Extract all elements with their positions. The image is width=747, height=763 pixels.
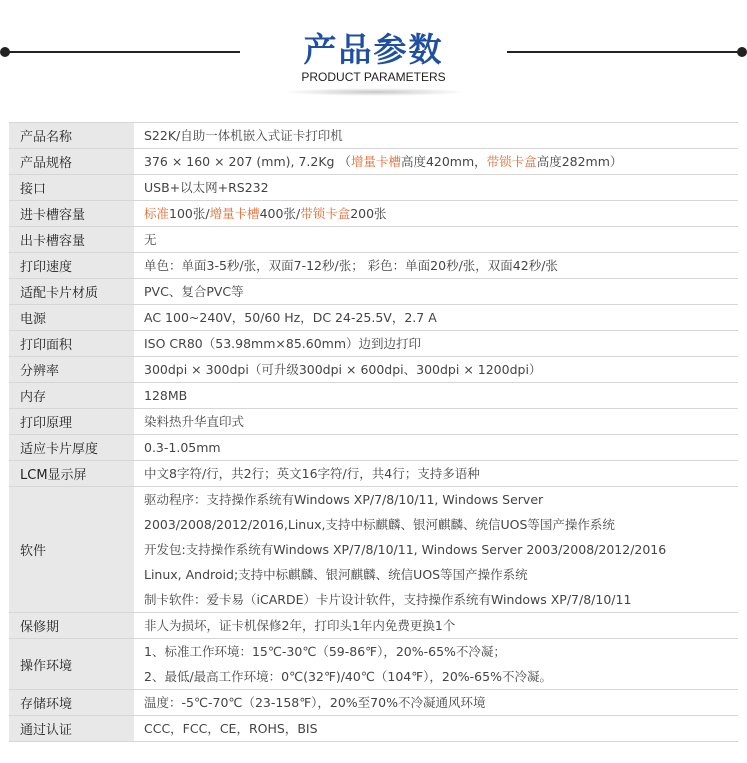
spec-value	[134, 383, 738, 408]
spec-label: 操作环境	[9, 639, 134, 689]
spec-row	[9, 279, 738, 305]
value-text: 单色：单面3-5秒/张，双面7-12秒/张； 彩色：单面20秒/张，双面42秒/张	[144, 258, 558, 273]
value-text: 2、最低/最高工作环境：0℃(32℉)/40℃（104℉），20%-65%不冷凝。	[144, 669, 552, 684]
value-text: 0.3-1.05mm	[144, 440, 221, 455]
title-shadow	[282, 88, 468, 96]
spec-label: 通过认证	[9, 716, 134, 741]
spec-value	[134, 149, 738, 174]
spec-row	[9, 201, 738, 227]
spec-label: 电源	[9, 305, 134, 330]
spec-row	[9, 175, 738, 201]
value-text: ISO CR80（53.98mm×85.60mm）边到边打印	[144, 336, 422, 351]
value-text: 高度282mm）	[536, 154, 623, 169]
spec-value	[134, 409, 738, 434]
page-title: 产品参数	[303, 30, 444, 69]
spec-label: 适应卡片厚度	[9, 435, 134, 460]
value-text: 无	[144, 232, 157, 247]
spec-value-line	[144, 331, 738, 356]
spec-value-line	[144, 175, 738, 200]
spec-value-line	[144, 587, 738, 612]
spec-value	[134, 357, 738, 382]
spec-value-line	[144, 305, 738, 330]
spec-value-line	[144, 562, 738, 587]
spec-value-line	[144, 664, 738, 689]
spec-row	[9, 149, 738, 175]
spec-row	[9, 716, 738, 742]
spec-value-line	[144, 435, 738, 460]
highlight-text: 增量卡槽	[350, 154, 401, 169]
spec-value	[134, 690, 738, 715]
spec-row	[9, 461, 738, 487]
spec-label: 打印速度	[9, 253, 134, 278]
value-text: 驱动程序：支持操作系统有Windows XP/7/8/10/11, Windows Server	[144, 492, 544, 507]
spec-value-line	[144, 613, 738, 638]
spec-value-line	[144, 512, 738, 537]
section-header	[0, 0, 747, 100]
spec-label: 进卡槽容量	[9, 201, 134, 226]
value-text: AC 100~240V，50/60 Hz，DC 24-25.5V，2.7 A	[144, 310, 437, 325]
spec-value	[134, 487, 738, 612]
value-text: 300dpi × 300dpi（可升级300dpi × 600dpi、300dpi × 1200dpi）	[144, 362, 542, 377]
spec-label: 存储环境	[9, 690, 134, 715]
spec-value	[134, 253, 738, 278]
spec-label: LCM显示屏	[9, 461, 134, 486]
highlight-text: 带锁卡盒	[486, 154, 537, 169]
spec-value-line	[144, 690, 738, 715]
spec-value-line	[144, 227, 738, 252]
spec-row	[9, 639, 738, 690]
value-text: 开发包:支持操作系统有Windows XP/7/8/10/11, Windows Server 2003/2008/2012/2016	[144, 542, 667, 557]
spec-value	[134, 305, 738, 330]
page-subtitle: PRODUCT PARAMETERS	[301, 70, 446, 84]
value-text: 400张/	[259, 206, 301, 221]
value-text: Linux, Android;支持中标麒麟、银河麒麟、统信UOS等国产操作系统	[144, 567, 528, 582]
spec-value	[134, 279, 738, 304]
spec-value-line	[144, 123, 738, 148]
value-text: 中文8字符/行，共2行；英文16字符/行，共4行；支持多语种	[144, 466, 480, 481]
spec-value-line	[144, 201, 738, 226]
spec-label: 保修期	[9, 613, 134, 638]
value-text: 染料热升华直印式	[144, 414, 245, 429]
spec-value	[134, 461, 738, 486]
value-text: 高度420mm，	[400, 154, 487, 169]
value-text: PVC、复合PVC等	[144, 284, 244, 299]
value-text: 200张	[350, 206, 387, 221]
spec-row	[9, 435, 738, 461]
spec-label: 出卡槽容量	[9, 227, 134, 252]
spec-row	[9, 305, 738, 331]
value-text: 温度：-5℃-70℃（23-158℉），20%至70%不冷凝通风环境	[144, 695, 486, 710]
spec-value-line	[144, 149, 738, 174]
spec-label: 产品规格	[9, 149, 134, 174]
value-text: 1、标准工作环境：15℃-30℃（59-86℉），20%-65%不冷凝；	[144, 644, 506, 659]
highlight-text: 带锁卡盒	[300, 206, 351, 221]
value-text: CCC，FCC，CE，ROHS，BIS	[144, 721, 318, 736]
spec-value-line	[144, 253, 738, 278]
spec-value-line	[144, 279, 738, 304]
value-text: 2003/2008/2012/2016,Linux,支持中标麒麟、银河麒麟、统信UOS等国产操作系统	[144, 517, 615, 532]
spec-label: 内存	[9, 383, 134, 408]
spec-value	[134, 639, 738, 689]
spec-row	[9, 331, 738, 357]
spec-row	[9, 487, 738, 613]
spec-value	[134, 435, 738, 460]
spec-value	[134, 331, 738, 356]
spec-value-line	[144, 383, 738, 408]
spec-row	[9, 690, 738, 716]
spec-table	[9, 122, 738, 742]
spec-label: 产品名称	[9, 123, 134, 148]
spec-value-line	[144, 716, 738, 741]
spec-value-line	[144, 357, 738, 382]
value-text: 制卡软件：爱卡易（iCARDE）卡片设计软件，支持操作系统有Windows XP/7/8/10/11	[144, 592, 632, 607]
spec-value-line	[144, 461, 738, 486]
value-text: USB+以太网+RS232	[144, 180, 269, 195]
spec-label: 适配卡片材质	[9, 279, 134, 304]
spec-value	[134, 201, 738, 226]
spec-value-line	[144, 487, 738, 512]
spec-value	[134, 227, 738, 252]
value-text: 非人为损坏，证卡机保修2年，打印头1年内免费更换1个	[144, 618, 456, 633]
highlight-text: 增量卡槽	[209, 206, 260, 221]
value-text: 128MB	[144, 388, 188, 403]
spec-label: 分辨率	[9, 357, 134, 382]
spec-label: 打印面积	[9, 331, 134, 356]
spec-row	[9, 383, 738, 409]
spec-value	[134, 716, 738, 741]
value-text: S22K/自助一体机嵌入式证卡打印机	[144, 128, 343, 143]
spec-label: 接口	[9, 175, 134, 200]
spec-row	[9, 357, 738, 383]
spec-label: 打印原理	[9, 409, 134, 434]
value-text: 100张/	[169, 206, 210, 221]
spec-value-line	[144, 409, 738, 434]
spec-value-line	[144, 639, 738, 664]
spec-row	[9, 123, 738, 149]
highlight-text: 标准	[144, 206, 170, 221]
spec-row	[9, 253, 738, 279]
value-text: 376 × 160 × 207 (mm), 7.2Kg （	[144, 154, 351, 169]
spec-value	[134, 175, 738, 200]
spec-row	[9, 227, 738, 253]
spec-row	[9, 613, 738, 639]
spec-label: 软件	[9, 487, 134, 612]
spec-value	[134, 123, 738, 148]
spec-row	[9, 409, 738, 435]
spec-value	[134, 613, 738, 638]
spec-value-line	[144, 537, 738, 562]
